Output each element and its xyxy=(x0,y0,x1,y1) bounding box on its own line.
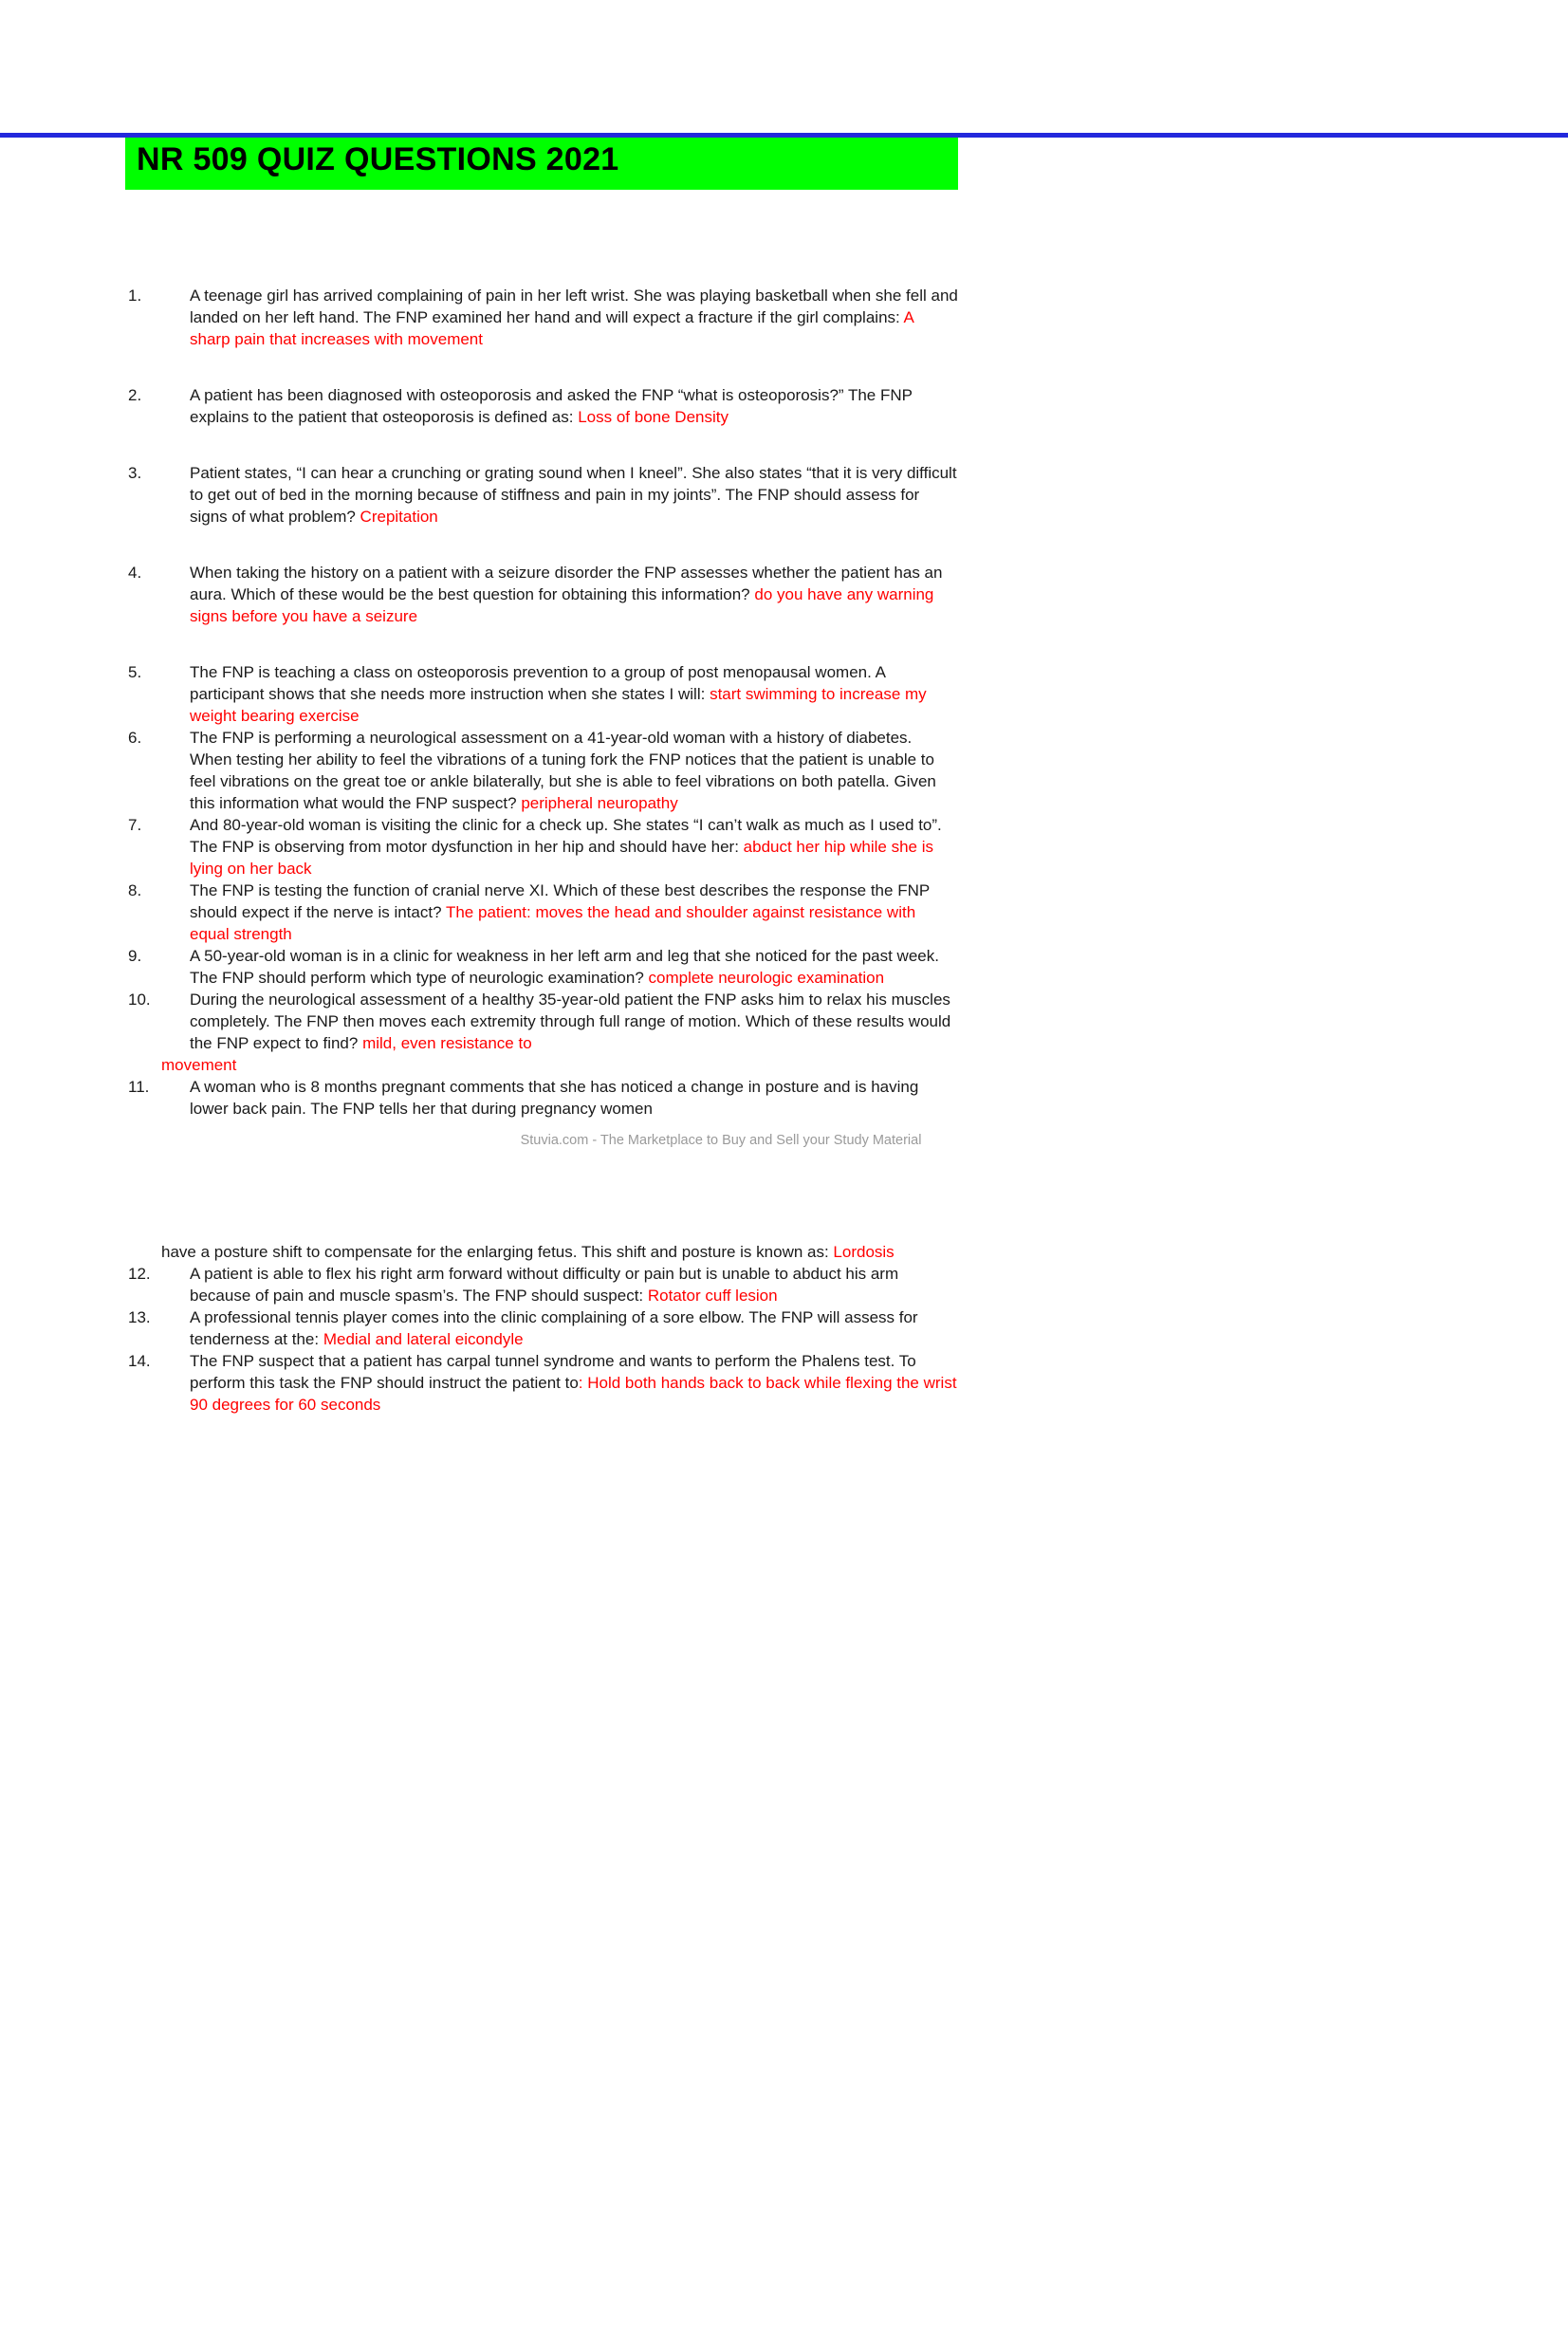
question-text: A patient is able to flex his right arm forward without difficulty or pain but is unable to abduct his arm because of pain and muscle spasm’s. The FNP should suspect: xyxy=(190,1265,899,1306)
answer-text: start swimming to increase my weight bearing exercise xyxy=(190,685,927,726)
document-title: NR 509 QUIZ QUESTIONS 2021 xyxy=(137,141,619,177)
question-number: 7. xyxy=(128,816,142,835)
answer-text: A sharp pain that increases with movement xyxy=(190,308,913,349)
answer-text: complete neurologic examination xyxy=(648,969,885,988)
question-item xyxy=(125,1350,958,1416)
question-text: A 50-year-old woman is in a clinic for weakness in her left arm and leg that she noticed for the past week. The FNP should perform which type of neurologic examination? xyxy=(190,947,939,988)
question-text: A teenage girl has arrived complaining of pain in her left wrist. She was playing basketball when she fell and landed on her left hand. The FNP examined her hand and will expect a fracture if the girl complains: xyxy=(190,287,958,327)
question-item xyxy=(125,661,958,727)
question-number: 2. xyxy=(128,386,142,405)
answer-text: movement xyxy=(161,1056,237,1075)
question-text: The FNP is testing the function of cranial nerve XI. Which of these best describes the response the FNP should expect if the nerve is intact? xyxy=(190,881,930,922)
question-item xyxy=(125,727,958,814)
question-item xyxy=(125,945,958,989)
question-number: 1. xyxy=(128,287,142,306)
question-number: 6. xyxy=(128,729,142,748)
question-text: have a posture shift to compensate for the enlarging fetus. This shift and posture is known as: xyxy=(161,1243,834,1262)
title-highlight-block xyxy=(125,133,958,190)
question-text: The FNP is teaching a class on osteoporosis prevention to a group of post menopausal women. A participant shows that she needs more instruction when she states I will: xyxy=(190,663,886,704)
question-number: 12. xyxy=(128,1265,151,1284)
document-page-2 xyxy=(125,1241,958,1416)
question-text: A woman who is 8 months pregnant comments that she has noticed a change in posture and is having lower back pain. The FNP tells her that during pregnancy women xyxy=(190,1078,919,1119)
question-item xyxy=(125,462,958,528)
question-item xyxy=(125,814,958,880)
question-number: 8. xyxy=(128,881,142,900)
question-text: During the neurological assessment of a healthy 35-year-old patient the FNP asks him to relax his muscles completely. The FNP then moves each extremity through full range of motion. Which of these results would the FNP expect to find? xyxy=(190,991,951,1053)
answer-text: Lordosis xyxy=(833,1243,895,1262)
question-number: 3. xyxy=(128,464,142,483)
question-number: 11. xyxy=(128,1078,150,1097)
continuation-line xyxy=(125,1054,958,1076)
answer-text: Medial and lateral eicondyle xyxy=(323,1330,524,1349)
answer-text: do you have any warning signs before you have a seizure xyxy=(190,585,934,626)
document-page-1 xyxy=(125,133,958,1120)
question-item xyxy=(125,1263,958,1306)
answer-text: mild, even resistance to xyxy=(362,1034,532,1053)
answer-text: Crepitation xyxy=(360,508,438,527)
question-text: A professional tennis player comes into the clinic complaining of a sore elbow. The FNP will assess for tenderness at the: xyxy=(190,1308,918,1349)
answer-text: abduct her hip while she is lying on her back xyxy=(190,838,933,879)
question-item xyxy=(125,562,958,627)
question-number: 9. xyxy=(128,947,142,966)
question-text: A patient has been diagnosed with osteoporosis and asked the FNP “what is osteoporosis?” The FNP explains to the patient that osteoporosis is defined as: xyxy=(190,386,913,427)
answer-text: Rotator cuff lesion xyxy=(647,1287,778,1306)
question-text: When taking the history on a patient with a seizure disorder the FNP assesses whether the patient has an aura. Which of these would be the best question for obtaining this information? xyxy=(190,564,943,604)
question-text: Patient states, “I can hear a crunching or grating sound when I kneel”. She also states “that it is very difficult to get out of bed in the morning because of stiffness and pain in my joints”. The FNP should assess for signs of what problem? xyxy=(190,464,957,527)
question-text: And 80-year-old woman is visiting the clinic for a check up. She states “I can’t walk as much as I used to”. The FNP is observing from motor dysfunction in her hip and should have her: xyxy=(190,816,942,857)
question-item xyxy=(125,989,958,1054)
question-list-page-1 xyxy=(125,285,958,1120)
question-number: 4. xyxy=(128,564,142,583)
document-root xyxy=(0,133,1568,2352)
answer-text: Loss of bone Density xyxy=(578,408,729,427)
question-item xyxy=(125,285,958,350)
question-number: 13. xyxy=(128,1308,151,1327)
question-text: The FNP suspect that a patient has carpal tunnel syndrome and wants to perform the Phalens test. To perform this task the FNP should instruct the patient to xyxy=(190,1352,916,1393)
top-border-line xyxy=(0,133,1568,138)
answer-text: The patient: moves the head and shoulder against resistance with equal strength xyxy=(190,903,916,944)
question-list-page-2 xyxy=(125,1241,958,1416)
question-text: The FNP is performing a neurological assessment on a 41-year-old woman with a history of diabetes. When testing her ability to feel the vibrations of a tuning fork the FNP notices that the patient is unable to feel vibrations on the great toe or ankle bilaterally, but she is able to feel vibrations on both patella. Given this information what would the FNP suspect? xyxy=(190,729,936,813)
page-footer-watermark: Stuvia.com - The Marketplace to Buy and Sell your Study Material xyxy=(520,1133,922,1149)
question-item xyxy=(125,1076,958,1120)
question-number: 5. xyxy=(128,663,142,682)
question-number: 14. xyxy=(128,1352,151,1371)
question-item xyxy=(125,880,958,945)
question-item xyxy=(125,1306,958,1350)
question-number: 10. xyxy=(128,991,151,1009)
continuation-line xyxy=(125,1241,958,1263)
answer-text: : Hold both hands back to back while flexing the wrist 90 degrees for 60 seconds xyxy=(190,1374,957,1415)
question-item xyxy=(125,384,958,428)
answer-text: peripheral neuropathy xyxy=(521,794,678,813)
